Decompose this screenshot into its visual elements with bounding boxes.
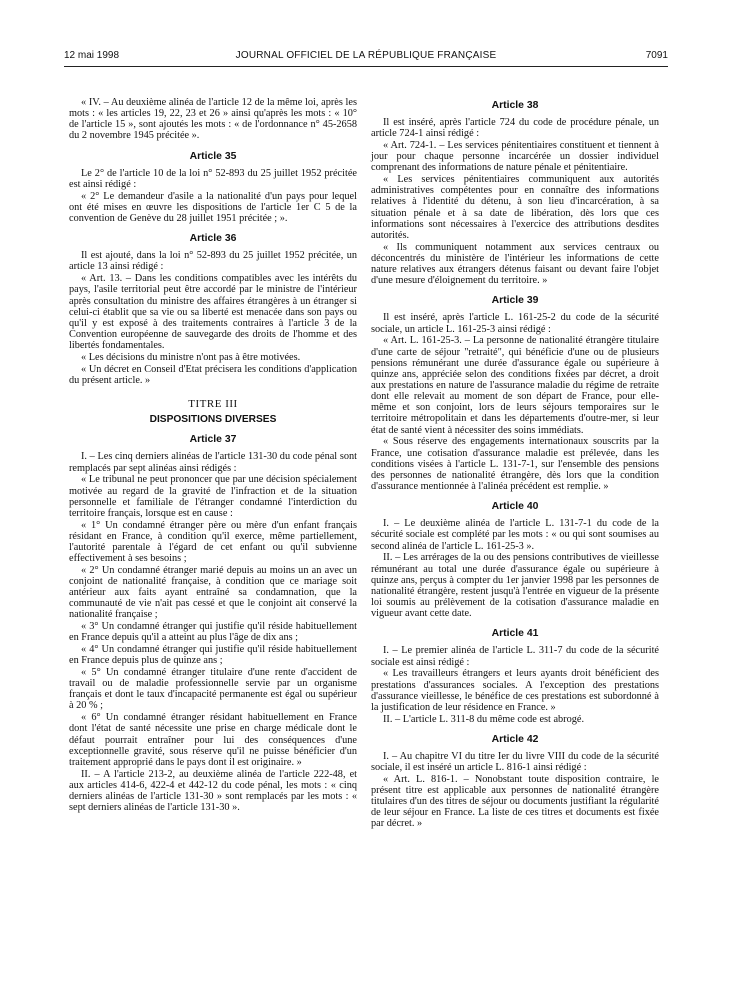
article-40-paragraph: II. – Les arrérages de la ou des pensions contributives de vieillesse rémunérant au total une durée d'assurance égale ou supérieure à quinze ans, perçus à compter du 1er janvier 1998 par les personnes de nationalité étrangère, restent jusqu'à l'entrée en vigueur de la présente loi soumis au prélèvement de la cotisation d'assurance maladie en vigueur avant cette date. <box>371 552 659 620</box>
issue-date: 12 mai 1998 <box>64 50 120 61</box>
article-37-paragraph: « 5° Un condamné étranger titulaire d'une rente d'accident de travail ou de maladie professionnelle servie par un organisme français et dont le taux d'incapacité permanente est égal ou supérieur à 20 % ; <box>69 666 357 712</box>
dispositions-heading: DISPOSITIONS DIVERSES <box>149 414 277 426</box>
article-37-paragraph: I. – Les cinq derniers alinéas de l'article 131-30 du code pénal sont remplacés par sept alinéas ainsi rédigés : <box>69 451 357 474</box>
page-number: 7091 <box>645 50 668 61</box>
page-header <box>64 50 668 64</box>
article-37-paragraph: « 3° Un condamné étranger qui justifie qu'il réside habituellement en France depuis qu'il a atteint au plus l'âge de dix ans ; <box>69 621 357 644</box>
article-36-paragraph: « Art. 13. – Dans les conditions compatibles avec les intérêts du pays, l'asile territorial peut être accordé par le ministre de l'intérieur après consultation du ministre des affaires étrangères à un étranger si celui-ci établit que sa vie ou sa liberté est menacée dans son pays ou qu'il y est exposé à des traitements contraires à l'article 3 de la Convention européenne de sauvegarde des droits de l'homme et des libertés fondamentales. <box>69 273 357 352</box>
article-42-paragraph: I. – Au chapitre VI du titre Ier du livre VIII du code de la sécurité sociale, il est inséré un article L. 816-1 ainsi rédigé : <box>371 750 659 774</box>
article-37-paragraph: « 6° Un condamné étranger résidant habituellement en France dont l'état de santé nécessite une prise en charge médicale dont le défaut pourrait entraîner pour lui des conséquences d'une exceptionnelle gravité, sous réserve qu'il ne puisse bénéficier d'un traitement approprié dans le pays dont il est originaire. » <box>69 712 357 768</box>
article-39-paragraph: « Art. L. 161-25-3. – La personne de nationalité étrangère titulaire d'une carte de séjour "retraité", qui bénéficie d'une ou de plusieurs pensions rémunérant une durée d'assurance égale ou supérieure à quinze ans, appréciée selon des conditions fixées par décret, a droit aux prestations en nature de l'assurance maladie du régime de retraite dont elle relevait au moment de son départ de France, pour elle-même et son conjoint, lors de leurs séjours temporaires sur le territoire métropolitain et dans les départements d'outre-mer, si leur état de santé vient à nécessiter des soins immédiats. <box>371 335 659 436</box>
paragraph-iv: « IV. – Au deuxième alinéa de l'article 12 de la même loi, après les mots : « les articles 19, 22, 23 et 26 » ainsi qu'après les mots : « 10° de l'article 15 », sont ajoutés les mots : « de l'ordonnance n° 45-2658 du 2 novembre 1945 précitée ». <box>69 97 357 142</box>
article-41-heading: Article 41 <box>491 628 539 640</box>
article-38-paragraph: « Art. 724-1. – Les services pénitentiaires constituent et tiennent à jour pour chaque personne incarcérée un dossier individuel comprenant des informations de nature pénale et pénitentiaire. <box>371 140 659 174</box>
article-37-paragraph: « 2° Un condamné étranger marié depuis au moins un an avec un conjoint de nationalité française, à condition que ce mariage soit antérieur aux faits ayant entraîné sa condamnation, que la communauté de vie n'ait pas cessé et que le conjoint ait conservé la nationalité française ; <box>69 564 357 621</box>
article-39-paragraph: Il est inséré, après l'article L. 161-25-2 du code de la sécurité sociale, un article L. 161-25-3 ainsi rédigé : <box>371 312 659 335</box>
article-41-paragraph: « Les travailleurs étrangers et leurs ayants droit bénéficient des prestations d'assurances sociales. A l'exception des prestations d'assurance vieillesse, le bénéfice de ces prestations est subordonné à la justification de leur résidence en France. » <box>371 668 659 713</box>
article-38-paragraph: Il est inséré, après l'article 724 du code de procédure pénale, un article 724-1 ainsi rédigé : <box>371 117 659 140</box>
article-40-heading: Article 40 <box>491 501 539 513</box>
article-38-heading: Article 38 <box>491 100 539 111</box>
article-37-heading: Article 37 <box>189 434 237 446</box>
article-39-paragraph: « Sous réserve des engagements internationaux souscrits par la France, une cotisation d'assurance maladie est prélevée, dans les conditions visées à l'article L. 131-7-1, sur l'ensemble des pensions des personnes de nationalité étrangère, dès lors que la condition d'assurance mentionnée à l'alinéa précédent est remplie. » <box>371 436 659 492</box>
article-35-heading: Article 35 <box>189 150 237 162</box>
article-38-paragraph: « Les services pénitentiaires communiquent aux autorités administratives compétentes pour en connaître des informations relatives à l'identité du détenu, à son lieu d'incarcération, à sa situation pénale et à sa date de libération, dès lors que ces informations sont nécessaires à l'exercice des attributions desdites autorités. <box>371 174 659 241</box>
article-40-paragraph: I. – Le deuxième alinéa de l'article L. 131-7-1 du code de la sécurité sociale est complété par les mots : « ou qui sont soumises au second alinéa de l'article L. 161-25-3 ». <box>371 518 659 552</box>
article-42-heading: Article 42 <box>491 733 539 745</box>
article-36-paragraph: « Les décisions du ministre n'ont pas à être motivées. <box>81 351 301 363</box>
right-column <box>371 97 659 830</box>
article-36-heading: Article 36 <box>189 233 237 245</box>
article-41-paragraph: II. – L'article L. 311-8 du même code est abrogé. <box>383 713 585 725</box>
article-36-paragraph: « Un décret en Conseil d'Etat précisera les conditions d'application du présent article. » <box>69 363 357 386</box>
article-41-paragraph: I. – Le premier alinéa de l'article L. 311-7 du code de la sécurité sociale est ainsi rédigé : <box>371 645 659 668</box>
article-42-paragraph: « Art. L. 816-1. – Nonobstant toute disposition contraire, le présent titre est applicable aux personnes de nationalité étrangère titulaires d'un des titres de séjour ou documents justifiant la régularité de leur séjour en France. La liste de ces titres et documents est fixée par décret. » <box>371 773 659 830</box>
article-35-paragraph: Le 2° de l'article 10 de la loi n° 52-893 du 25 juillet 1952 précitée est ainsi rédigé : <box>69 167 357 190</box>
article-37-paragraph: « 1° Un condamné étranger père ou mère d'un enfant français résidant en France, à condition qu'il exerce, même partiellement, l'autorité parentale à l'égard de cet enfant ou qu'il subvienne effectivement à ses besoins ; <box>69 519 357 565</box>
article-35-paragraph: « 2° Le demandeur d'asile a la nationalité d'un pays pour lequel ont été mises en œuvre les dispositions de l'article 1er C 5 de la convention de Genève du 28 juillet 1951 précitée ; ». <box>69 190 357 224</box>
left-column <box>69 97 357 813</box>
header-rule <box>64 66 668 67</box>
article-38-paragraph: « Ils communiquent notamment aux services centraux ou déconcentrés du ministère de l'intérieur les informations de cette nature relatives aux étrangers détenus faisant ou devant faire l'objet d'une mesure d'éloignement du territoire. » <box>371 241 659 287</box>
article-37-paragraph: « 4° Un condamné étranger qui justifie qu'il réside habituellement en France depuis plus de quinze ans ; <box>69 644 357 667</box>
titre-heading: TITRE III <box>188 397 238 410</box>
journal-title: JOURNAL OFFICIEL DE LA RÉPUBLIQUE FRANÇAISE <box>235 50 497 61</box>
article-39-heading: Article 39 <box>491 295 539 307</box>
article-36-paragraph: Il est ajouté, dans la loi n° 52-893 du 25 juillet 1952 précitée, un article 13 ainsi rédigé : <box>69 250 357 273</box>
article-37-paragraph: II. – A l'article 213-2, au deuxième alinéa de l'article 222-48, et aux articles 414-6, 422-4 et 442-12 du code pénal, les mots : « cinq derniers alinéas de l'article 131-30 » sont remplacés par les mots : « sept derniers alinéas de l'article 131-30 ». <box>69 768 357 814</box>
article-37-paragraph: « Le tribunal ne peut prononcer que par une décision spécialement motivée au regard de la gravité de l'infraction et de la situation personnelle et familiale de l'étranger condamné l'interdiction du territoire français, lorsque est en cause : <box>69 474 357 519</box>
